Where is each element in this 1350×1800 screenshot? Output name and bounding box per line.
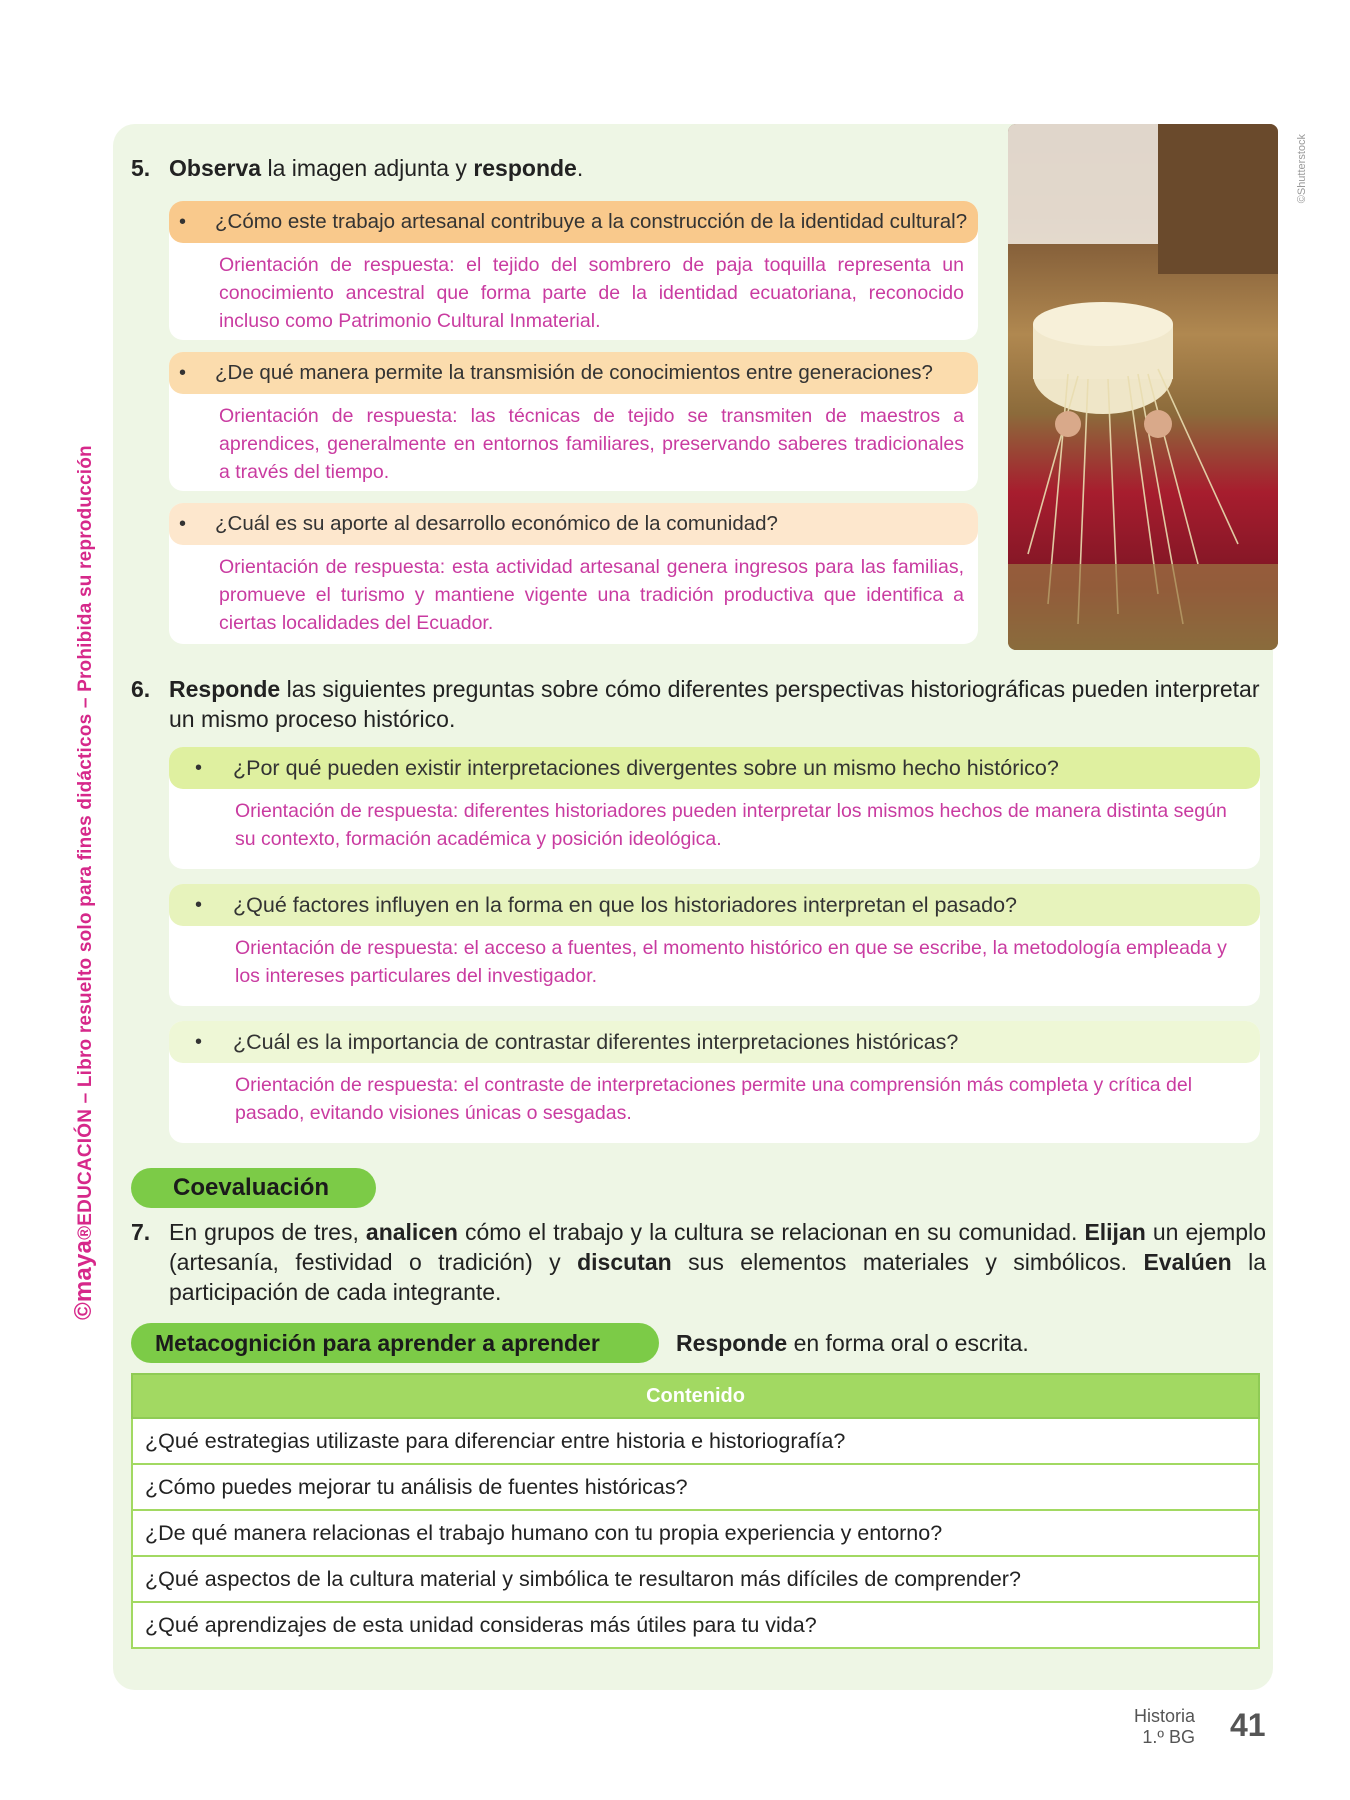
table-cell: ¿Qué estrategias utilizaste para diferenciar entre historia e historiografía?: [132, 1418, 1259, 1464]
s7-t1: En grupos de tres,: [169, 1219, 366, 1245]
bullet-icon: •: [179, 211, 187, 233]
s7-b4: Evalúen: [1143, 1249, 1232, 1275]
page-number: 41: [1230, 1707, 1266, 1743]
question-header: [169, 747, 1260, 789]
table-cell: ¿Qué aspectos de la cultura material y simbólica te resultaron más difíciles de comprender?: [132, 1556, 1259, 1602]
answer-text: Orientación de respuesta: las técnicas de tejido se transmiten de maestros a aprendices, generalmente en entornos familiares, preservando saberes tradicionales a través del tiempo.: [219, 405, 964, 483]
s7-t3: un ejemplo (artesanía, festividad o tradición) y: [169, 1219, 1266, 1275]
section7-text: [131, 1217, 1266, 1307]
metacognicion-verb: Responde: [676, 1330, 788, 1356]
section5-title: [131, 153, 991, 183]
s7-b3: discutan: [577, 1249, 672, 1275]
question-text: ¿Cómo este trabajo artesanal contribuye a la construcción de la identidad cultural?: [215, 210, 968, 233]
photo-credit: ©Shutterstock: [1296, 134, 1308, 204]
s7-b2: Elijan: [1084, 1219, 1146, 1245]
section6-verb: Responde: [169, 676, 281, 702]
section5-item-1: [169, 201, 978, 340]
question-header: [169, 503, 978, 545]
section6-title: [131, 674, 1266, 734]
s7-t2: cómo el trabajo y la cultura se relacionan en su comunidad.: [457, 1219, 1085, 1245]
section5-verb-observa: Observa: [169, 155, 262, 181]
side-watermark-text: ®EDUCACIÓN – Libro resuelto solo para fines didácticos – Prohibida su reproducción: [75, 445, 96, 1240]
side-watermark-brand: ©maya: [70, 1239, 97, 1320]
artisan-weaving-photo: [1008, 124, 1278, 650]
section5-item-3: [169, 503, 978, 644]
section6-item-2: [169, 884, 1260, 1006]
section5-title-end: .: [576, 155, 584, 181]
section6-item-1: [169, 747, 1260, 869]
s7-t4: sus elementos materiales y simbólicos.: [671, 1249, 1144, 1275]
metacognicion-rest: en forma oral o escrita.: [787, 1330, 1029, 1356]
question-text: ¿Por qué pueden existir interpretaciones divergentes sobre un mismo hecho histórico?: [233, 756, 1059, 780]
question-header: [169, 352, 978, 394]
table-row: [132, 1556, 1259, 1602]
question-header: [169, 884, 1260, 926]
photo-illustration: [1008, 124, 1278, 650]
answer-text: Orientación de respuesta: el tejido del sombrero de paja toquilla representa un conocimiento ancestral que forma parte de la identidad ecuatoriana, reconocido incluso como Patrimonio Cultural Inmaterial.: [219, 254, 964, 332]
section5-item-2: [169, 352, 978, 491]
question-header: [169, 201, 978, 243]
s7-t5: la participación de cada integrante.: [169, 1249, 1266, 1305]
bullet-icon: •: [179, 362, 187, 384]
table-row: [132, 1602, 1259, 1648]
coevaluacion-label: Coevaluación: [131, 1168, 376, 1208]
footer-grade: 1.º BG: [1142, 1727, 1195, 1747]
table-cell: ¿Cómo puedes mejorar tu análisis de fuentes históricas?: [132, 1464, 1259, 1510]
table-cell: ¿De qué manera relacionas el trabajo humano con tu propia experiencia y entorno?: [132, 1510, 1259, 1556]
metacognicion-table: [131, 1373, 1260, 1649]
section5-title-mid: la imagen adjunta y: [261, 155, 474, 181]
table-row: [132, 1418, 1259, 1464]
table-row: [132, 1464, 1259, 1510]
s7-b1: analicen: [365, 1219, 458, 1245]
side-watermark: [70, 170, 98, 1320]
question-text: ¿De qué manera permite la transmisión de conocimientos entre generaciones?: [215, 361, 933, 384]
bullet-icon: •: [195, 1031, 203, 1053]
bullet-icon: •: [179, 513, 187, 535]
answer-text: Orientación de respuesta: el acceso a fuentes, el momento histórico en que se escribe, la metodología empleada y los intereses particulares del investigador.: [235, 937, 1227, 987]
metacognicion-label: Metacognición para aprender a aprender: [131, 1323, 659, 1363]
question-header: [169, 1021, 1260, 1063]
bullet-icon: •: [195, 757, 203, 779]
question-text: ¿Cuál es su aporte al desarrollo económico de la comunidad?: [215, 512, 778, 535]
question-text: ¿Qué factores influyen en la forma en que los historiadores interpretan el pasado?: [233, 893, 1018, 917]
table-cell: ¿Qué aprendizajes de esta unidad consideras más útiles para tu vida?: [132, 1602, 1259, 1648]
metacognicion-instruction: [676, 1328, 1236, 1358]
answer-text: Orientación de respuesta: esta actividad artesanal genera ingresos para las familias, promueve el turismo y mantiene vigente una tradición productiva que identifica a ciertas localidades del Ecuador.: [219, 556, 964, 634]
answer-text: Orientación de respuesta: diferentes historiadores pueden interpretar los mismos hechos de manera distinta según su contexto, formación académica y posición ideológica.: [235, 800, 1227, 850]
section6-number: 6.: [131, 676, 151, 702]
section7-number: 7.: [131, 1219, 151, 1245]
section5-verb-responde: responde: [473, 155, 577, 181]
table-row: [132, 1510, 1259, 1556]
section6-title-rest: las siguientes preguntas sobre cómo diferentes perspectivas historiográficas pueden interpretar un mismo proceso histórico.: [169, 676, 1260, 732]
bullet-icon: •: [195, 894, 203, 916]
table-header-contenido: Contenido: [132, 1374, 1259, 1418]
question-text: ¿Cuál es la importancia de contrastar diferentes interpretaciones históricas?: [233, 1030, 959, 1054]
answer-text: Orientación de respuesta: el contraste de interpretaciones permite una comprensión más completa y crítica del pasado, evitando visiones únicas o sesgadas.: [235, 1074, 1193, 1124]
section5-number: 5.: [131, 155, 151, 181]
footer-subject: Historia: [1133, 1706, 1195, 1726]
section6-item-3: [169, 1021, 1260, 1143]
